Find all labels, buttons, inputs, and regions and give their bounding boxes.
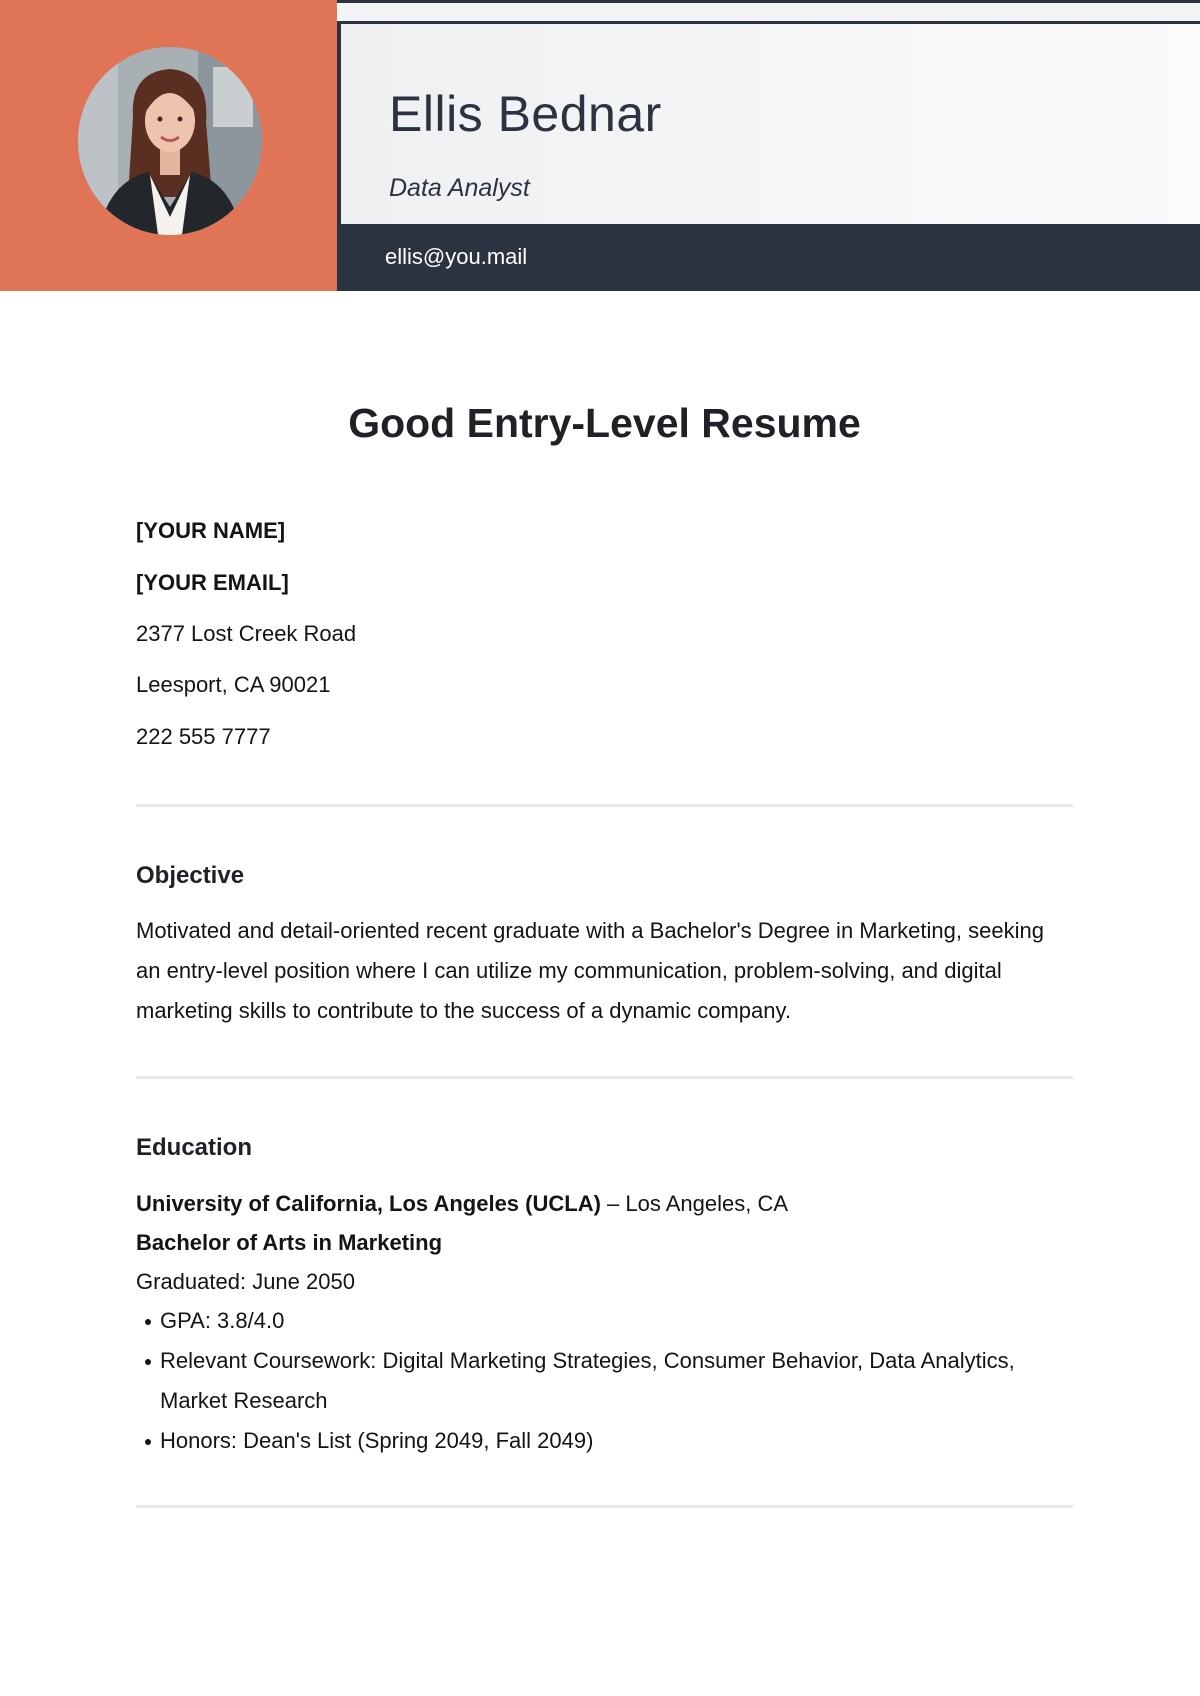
objective-heading: Objective bbox=[136, 862, 245, 889]
degree: Bachelor of Arts in Marketing bbox=[136, 1230, 443, 1255]
header-email[interactable]: ellis@you.mail bbox=[385, 244, 528, 269]
contact-bar bbox=[337, 224, 1200, 291]
email-placeholder: [YOUR EMAIL] bbox=[136, 570, 289, 595]
address-line-1: 2377 Lost Creek Road bbox=[136, 621, 357, 646]
school-line bbox=[136, 1191, 788, 1217]
section-divider bbox=[136, 1505, 1073, 1508]
objective-text: Motivated and detail-oriented recent graduate with a Bachelor's Degree in Marketing, seeking an entry-level position where I can utilize my communication, problem-solving, and digital marketing skills to contribute to the success of a dynamic company. bbox=[136, 918, 1044, 1023]
resume-header bbox=[0, 0, 1200, 291]
job-title: Data Analyst bbox=[389, 174, 530, 202]
phone-number: 222 555 7777 bbox=[136, 724, 271, 749]
photo-panel bbox=[0, 0, 337, 291]
address-line-2: Leesport, CA 90021 bbox=[136, 672, 331, 697]
list-item: Relevant Coursework: Digital Marketing Strategies, Consumer Behavior, Data Analytics, Market Research bbox=[136, 1341, 1073, 1421]
avatar bbox=[78, 47, 262, 235]
school-name: University of California, Los Angeles (UCLA) bbox=[136, 1191, 601, 1216]
section-divider bbox=[136, 1076, 1073, 1079]
portrait-photo bbox=[78, 47, 262, 235]
person-name: Ellis Bednar bbox=[389, 86, 662, 142]
document-title: Good Entry-Level Resume bbox=[348, 400, 861, 446]
school-location: – Los Angeles, CA bbox=[600, 1191, 789, 1216]
graduation-date: Graduated: June 2050 bbox=[136, 1269, 355, 1294]
name-panel bbox=[337, 0, 1200, 224]
list-item: GPA: 3.8/4.0 bbox=[136, 1301, 1073, 1341]
education-heading: Education bbox=[136, 1134, 253, 1161]
section-divider bbox=[136, 804, 1073, 807]
name-placeholder: [YOUR NAME] bbox=[136, 518, 286, 543]
list-item: Honors: Dean's List (Spring 2049, Fall 2049) bbox=[136, 1421, 1073, 1461]
education-details-list bbox=[136, 1301, 1073, 1461]
